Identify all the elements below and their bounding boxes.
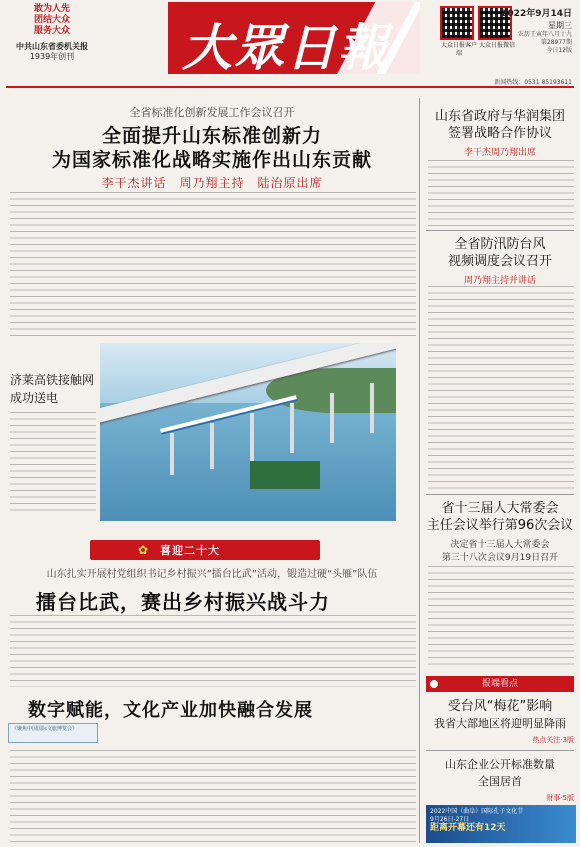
banner-label: 喜迎二十大 bbox=[160, 544, 220, 557]
photo-caption[interactable] bbox=[10, 343, 96, 407]
rc2-headline-2: 视频调度会议召开 bbox=[447, 254, 552, 269]
newspaper-logo bbox=[168, 2, 420, 74]
slogan-2: 团结大众 bbox=[33, 15, 70, 25]
slogan-3: 服务大众 bbox=[33, 26, 70, 36]
bullet-icon bbox=[430, 680, 438, 688]
photo-title-1: 济莱高铁接触网 bbox=[10, 373, 95, 387]
issue-number: 第28977期 bbox=[540, 39, 572, 46]
rc2-headline-1: 全省防汛防台风 bbox=[454, 237, 546, 252]
masthead-left bbox=[6, 4, 98, 90]
date-block bbox=[492, 8, 572, 55]
logo-text: 大眾日報 bbox=[182, 18, 390, 74]
rc5-headline-1: 山东企业公开标准数量 bbox=[445, 758, 555, 771]
section-banner bbox=[90, 540, 320, 560]
photo-caption-text bbox=[10, 412, 96, 512]
rc1-headline-1: 山东省政府与华润集团 bbox=[434, 109, 565, 124]
weekday: 星期三 bbox=[548, 21, 572, 30]
story2-headline: 擂台比武，赛出乡村振兴战斗力 bbox=[36, 590, 330, 614]
right-story-standards[interactable] bbox=[426, 756, 574, 803]
rc4-headline-2: 我省大部地区将迎明显降雨 bbox=[434, 717, 566, 730]
organization: 中共山东省委机关报 bbox=[16, 42, 88, 51]
lead-body-text bbox=[10, 192, 416, 338]
ad-countdown: 距离开幕还有12天 bbox=[430, 823, 506, 833]
expo-promo[interactable]: 《聚焦中国国际文旅博览会》 bbox=[8, 723, 98, 743]
rc4-headline-1: 受台风“梅花”影响 bbox=[447, 699, 553, 714]
founded-year: 1939年创刊 bbox=[29, 52, 75, 61]
lead-headline-1: 全面提升山东标准创新力 bbox=[101, 125, 322, 147]
lunar-date: 农历壬寅年八月十九 bbox=[517, 31, 572, 38]
story-digital-culture[interactable] bbox=[8, 696, 416, 722]
highlights-label: 报端看点 bbox=[481, 679, 518, 689]
rc5-headline-2: 全国居首 bbox=[478, 775, 522, 788]
rc4-page-tag: 热点关注·3版 bbox=[532, 736, 574, 744]
rc3-sub-2: 第三十八次会议9月19日召开 bbox=[441, 553, 559, 563]
right-story-typhoon[interactable] bbox=[426, 698, 574, 745]
qr-label-app: 大众日报客户端 bbox=[440, 42, 477, 57]
highlights-bar bbox=[426, 676, 574, 692]
lead-headline-2: 为国家标准化战略实施作出山东贡献 bbox=[51, 149, 372, 171]
masthead-rule bbox=[6, 86, 574, 88]
slogan-1: 敢为人先 bbox=[33, 4, 70, 14]
ad-line-2: 9月26日-27日 bbox=[430, 816, 470, 823]
issue-date: 2022年9月14日 bbox=[501, 9, 572, 19]
right-story-npc[interactable] bbox=[426, 500, 574, 563]
rc2-sub: 周乃翔主持并讲话 bbox=[463, 276, 536, 286]
lead-subline: 李干杰讲话 周乃翔主持 陆治原出席 bbox=[101, 176, 323, 190]
news-hotline: 新闻热线：0531 85193611 bbox=[494, 79, 572, 86]
qr-code-icon bbox=[440, 6, 474, 40]
rail-bridge-photo bbox=[100, 343, 396, 521]
rc3-headline-1: 省十三届人大常委会 bbox=[441, 501, 559, 516]
rc1-headline-2: 签署战略合作协议 bbox=[447, 126, 552, 141]
flower-icon: ✿ bbox=[138, 543, 149, 557]
story2-body-text bbox=[10, 615, 416, 687]
rc3-headline-2: 主任会议举行第96次会议 bbox=[426, 518, 574, 533]
masthead bbox=[0, 0, 580, 92]
story-village-contest[interactable] bbox=[8, 565, 416, 615]
rc1-body-text bbox=[428, 160, 574, 226]
story3-body-text bbox=[10, 750, 416, 842]
page-count: 今日12版 bbox=[546, 47, 572, 54]
right-story-flood[interactable] bbox=[426, 236, 574, 286]
rc1-sub: 李干杰周乃翔出席 bbox=[463, 148, 536, 158]
lead-story[interactable] bbox=[8, 104, 416, 191]
rc5-page-tag: 财事·5版 bbox=[546, 794, 574, 802]
story2-kicker: 山东扎实开展村党组织书记乡村振兴“擂台比武”活动，锻造过硬“头雁”队伍 bbox=[46, 569, 378, 580]
lead-kicker: 全省标准化创新发展工作会议召开 bbox=[129, 106, 295, 119]
confucius-festival-ad[interactable] bbox=[426, 805, 576, 843]
photo-title-2: 成功送电 bbox=[10, 391, 59, 405]
rc3-sub-1: 决定省十三届人大常委会 bbox=[450, 540, 550, 550]
qr-code-app[interactable] bbox=[440, 6, 478, 58]
qr-label-wechat: 大众日报微信 bbox=[478, 42, 515, 49]
rc2-body-text bbox=[428, 286, 574, 490]
rc3-body-text bbox=[428, 566, 574, 670]
ad-line-1: 2022中国（曲阜）国际孔子文化节 bbox=[430, 808, 524, 815]
right-story-huarun[interactable] bbox=[426, 108, 574, 158]
story3-headline: 数字赋能，文化产业加快融合发展 bbox=[28, 700, 313, 721]
column-divider bbox=[419, 98, 420, 843]
